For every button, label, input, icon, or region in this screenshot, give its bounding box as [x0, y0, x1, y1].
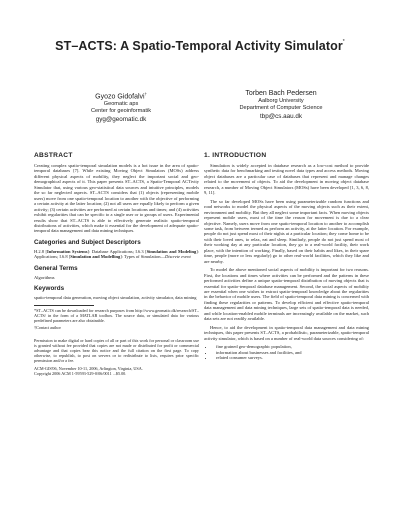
author-1 — [41, 90, 201, 123]
author-dept: Aalborg University — [258, 98, 304, 104]
footnote-rule — [34, 305, 94, 306]
footnote-download: *ST–ACTS can be downloaded for research purposes from http://www.geomatic.dk/research/ST–ACTS/ in the form of a MATLAB toolbox. The source data, or simulated data for various predefined parameters are also obtainable. — [34, 307, 199, 323]
abstract-heading: ABSTRACT — [34, 152, 73, 159]
author-name: Gyozo Gidofalvi — [95, 93, 145, 101]
keywords-text: spatio-temporal data generation, moving object simulation, activity simulator, data mining — [34, 295, 197, 301]
title-footnote-mark: * — [342, 39, 345, 45]
intro-heading: 1. INTRODUCTION — [204, 152, 267, 159]
conference-info: ACM-GIS'06, November 10-11, 2006, Arlington, Virginia, USA. — [34, 365, 143, 371]
left-column — [34, 152, 199, 376]
intro-paragraph-1: Simulation is widely accepted in database research as a low-cost method to provide synthetic data for benchmarking and testing novel data types and access methods. Moving object databases are a particular case of databases that represent and manage changes related to the movement of objects. To aid the development in moving object database research, a number of Moving Object Simulators (MOSs) have been developed [1, 3, 6, 8, 9, 11]. — [204, 163, 369, 196]
right-column — [204, 152, 369, 360]
intro-paragraph-2: The so far developed MOSs have been using parameterizable random functions and road networks to model the physical aspects of the moving objects such as their extent, environment and mobility. But they all neglect some important facts. When moving objects represent mobile users, most of the time the reason for movement is due to a clear objective. Namely, users move from one spatio-temporal location to another to accomplish some task, from between termed as perform an activity, at the latter location. For example, people do not just spend most of their nights at a particular location; they come home to be with their loved ones, to relax, eat and sleep. Similarly, people do not just spend most of their working day at any particular location, they go to a real-world facility, their work place, with the intention of working. Finally, based on their habits and likes, in their spare time, people (more or less regularly) go to other real-world facilities, which they like and are nearby. — [204, 198, 369, 264]
copyright-permission: Permission to make digital or hard copies of all or part of this work for personal or classroom use is granted without fee provided that copies are not made or distributed for profit or commercial advantage and that copies bear this notice and the full citation on the first page. To copy otherwise, to republish, to post on servers or to redistribute to lists, requires prior specific permission and/or a fee. — [34, 338, 199, 364]
categories-text: H.2.8 [Information Systems]: Database Applications; I.6.3 [Simulation and Modeling]: Applications; I.6.8 [Simulation and Modelling]: Types of Simulation—Discrete event — [34, 248, 199, 260]
list-item: • fine grained geo-demographic population, — [214, 344, 369, 349]
copyright-line: Copyright 2006 ACM 1-59593-529-0/06/0011 ...$5.00. — [34, 370, 127, 376]
author-name: Torben Bach Pedersen — [245, 90, 317, 97]
general-terms-text: Algorithms — [34, 274, 55, 280]
abstract-text: Creating complex spatio-temporal simulation models is a hot issue in the area of spatio-temporal databases [7]. While existing Moving Object Simulators (MOSs) address different physical aspects of mobility, they neglect the important social and geo-demographical aspects of it. This paper presents ST–ACTS, a Spatio-Temporal ACTivity Simulator that, using various geo-statistical data sources and intuitive principles, models the so far neglected aspects. ST–ACTS considers that (1) objects (representing mobile users) move from one spatio-temporal location to another with the objective of performing a certain activity at the latter location; (2) not all users are equally likely to perform a given activity; (3) certain activities are performed at certain locations and times; and (4) activities exhibit regularities that can be specific to a single user or to groups of users. Experimental results show that ST–ACTS is able to effectively generate realistic spatio-temporal distributions of activities, which make it essential for the development of adequate spatio-temporal data management and data mining techniques. — [34, 163, 199, 234]
author-dept: Geomatic aps — [103, 101, 139, 108]
intro-paragraph-4: Hence, to aid the development in spatio-temporal data management and data mining techniques, this paper presents ST–ACTS, a probabilistic, parameterizable, spatio-temporal activity simulator, which is based on a number of real-world data sources considering of: — [204, 324, 369, 341]
paper-title: ST–ACTS: A Spatio-Temporal Activity Simulator* — [55, 39, 345, 53]
list-item: • related consumer surveys. — [214, 355, 369, 360]
author-email: gyg@geomatic.dk — [95, 116, 147, 124]
author-org: Center for geoinformatik — [90, 108, 151, 115]
footnote-contact: †Contact author — [34, 324, 61, 330]
author-org: Department of Computer Science — [239, 105, 323, 111]
list-item: • information about businesses and facilities, and — [214, 350, 369, 355]
author-email: tbp@cs.aau.dk — [259, 113, 303, 120]
intro-bullet-list — [204, 344, 369, 360]
general-terms-heading: General Terms — [34, 264, 78, 272]
intro-paragraph-3: To model the above mentioned social aspects of mobility is important for two reasons. First, the locations and times where activities can be performed and the patterns in these performed activities define a unique spatio-temporal distribution of moving objects that is essential for spatio-temporal database management. Second, the social aspects of mobility are essential when one wishes to extract spatio-temporal knowledge about the regularities in the behavior of mobile users. The field of spatio-temporal data mining is concerned with finding these regularities or patterns. To develop efficient and effective spatio-temporal data management and data mining techniques, large sets of spatio-temporal data is needed, and while location-enabled mobile terminals are increasingly available on the market, such data sets are not readily available. — [204, 267, 369, 322]
categories-heading: Categories and Subject Descriptors — [34, 238, 141, 246]
author-mark: † — [144, 91, 147, 96]
author-2 — [201, 90, 361, 120]
copyright-block — [34, 338, 199, 376]
keywords-heading: Keywords — [34, 285, 65, 293]
